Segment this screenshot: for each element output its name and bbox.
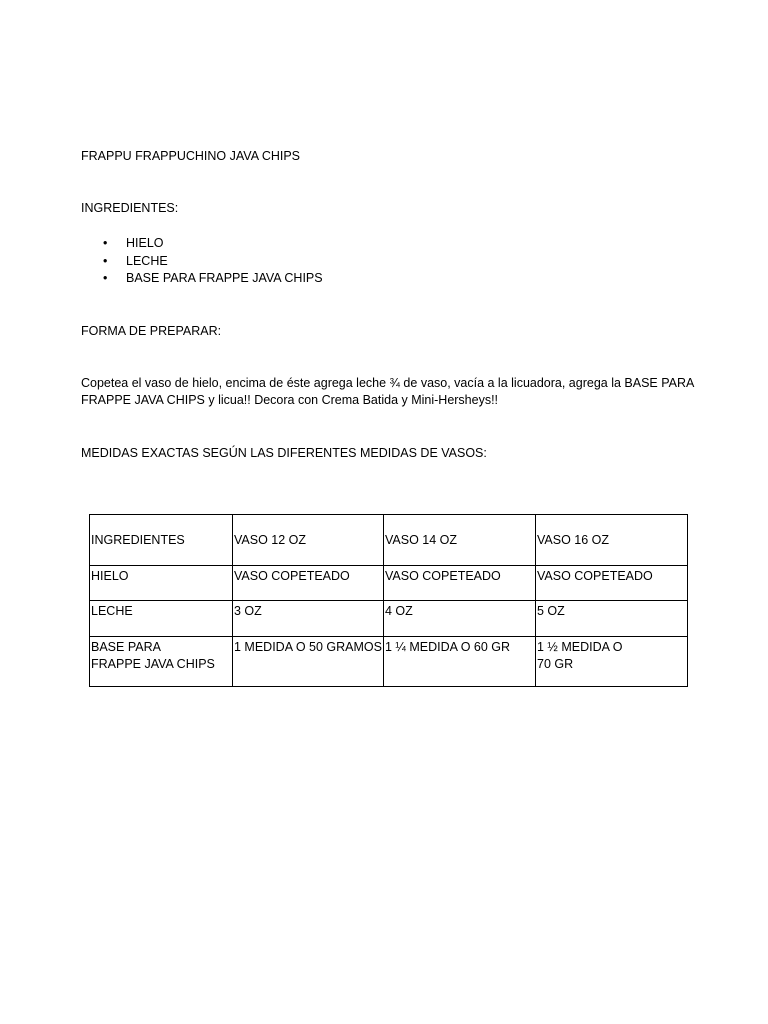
table-cell: VASO COPETEADO [233, 566, 384, 601]
table-cell: LECHE [90, 601, 233, 637]
table-cell: 4 OZ [384, 601, 536, 637]
table-header-cell: VASO 16 OZ [536, 515, 688, 566]
table-cell: 1 MEDIDA O 50 GRAMOS [233, 637, 384, 687]
ingredients-heading: INGREDIENTES: [81, 201, 179, 215]
measures-table [89, 514, 688, 687]
cell-line: 70 GR [537, 657, 574, 671]
table-cell: HIELO [90, 566, 233, 601]
ingredient-label: BASE PARA FRAPPE JAVA CHIPS [126, 271, 323, 285]
list-item [81, 235, 323, 253]
cell-line: FRAPPE JAVA CHIPS [91, 657, 215, 671]
table-cell: 5 OZ [536, 601, 688, 637]
table-cell [536, 637, 688, 687]
preparation-heading: FORMA DE PREPARAR: [81, 324, 222, 338]
table-header-cell: INGREDIENTES [90, 515, 233, 566]
list-item [81, 253, 323, 271]
recipe-title: FRAPPU FRAPPUCHINO JAVA CHIPS [81, 149, 301, 163]
bullet-icon: • [103, 253, 108, 268]
bullet-icon: • [103, 271, 108, 285]
table-row [90, 637, 688, 687]
table-cell: VASO COPETEADO [536, 566, 688, 601]
list-item [81, 270, 323, 288]
bullet-icon: • [103, 236, 108, 250]
cell-line: 1 ½ MEDIDA O [537, 640, 623, 654]
cell-line: BASE PARA [91, 640, 161, 654]
table-cell: 1 ¼ MEDIDA O 60 GR [384, 637, 536, 687]
ingredient-list [81, 235, 323, 288]
table-cell: VASO COPETEADO [384, 566, 536, 601]
table-row [90, 566, 688, 601]
ingredient-label: LECHE [126, 253, 168, 268]
table-row [90, 601, 688, 637]
instructions-paragraph [81, 375, 701, 409]
table-cell [90, 637, 233, 687]
ingredient-label: HIELO [126, 236, 164, 250]
table-cell: 3 OZ [233, 601, 384, 637]
table-header-cell: VASO 14 OZ [384, 515, 536, 566]
instructions-line: Copetea el vaso de hielo, encima de éste agrega leche ¾ de vaso, vacía a la licuadora, agrega la BASE PARA [81, 376, 695, 390]
table-header-row [90, 515, 688, 566]
instructions-line: FRAPPE JAVA CHIPS y licua!! Decora con Crema Batida y Mini-Hersheys!! [81, 393, 499, 407]
table-header-cell: VASO 12 OZ [233, 515, 384, 566]
measures-heading: MEDIDAS EXACTAS SEGÚN LAS DIFERENTES MEDIDAS DE VASOS: [81, 446, 487, 460]
